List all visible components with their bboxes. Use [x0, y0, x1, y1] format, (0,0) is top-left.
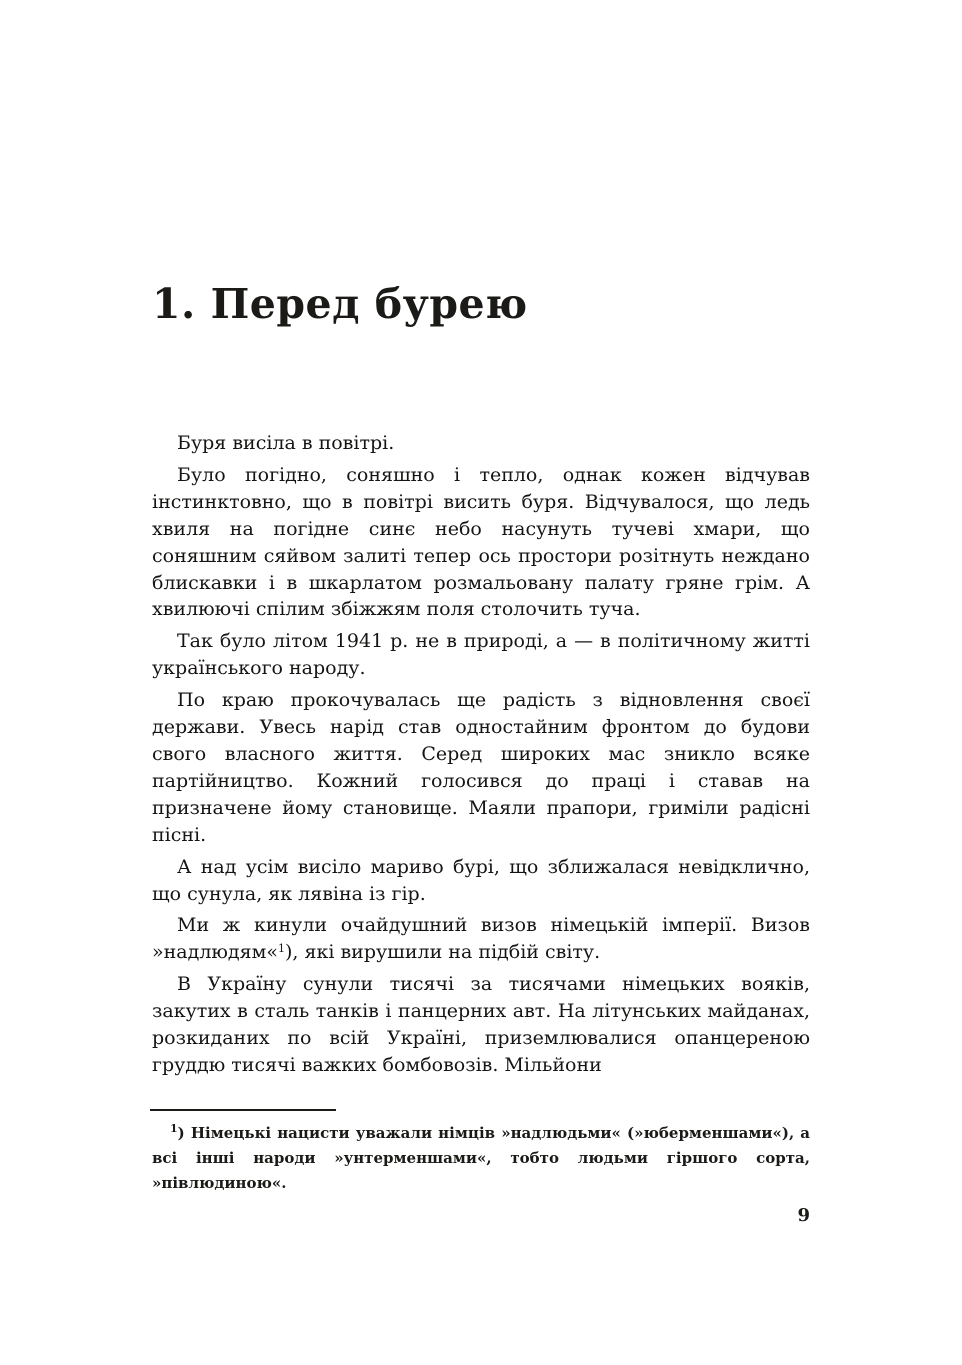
paragraph	[152, 912, 810, 966]
paragraph: По краю прокочувалась ще радість з відновлення своєї держави. Увесь нарід став одностайним фронтом до будови свого власного життя. Серед широких мас зникло всяке партійництво. Кожний голосився до праці і ставав на призначене йому становище. Маяли прапори, гриміли радісні пісні.	[152, 689, 810, 846]
paragraph-text: ), які вирушили на підбій світу.	[285, 941, 601, 964]
footnote-reference: 1	[278, 942, 286, 956]
chapter-title: 1. Перед бурею	[152, 280, 528, 328]
paragraph: Буря висіла в повітрі.	[177, 432, 395, 454]
paragraph: Так було літом 1941 р. не в природі, а — в політичному житті українського народу.	[152, 630, 810, 680]
paragraph: А над усім висіло мариво бурі, що зближалася невідклично, що сунула, як лявіна із гір.	[152, 855, 810, 905]
footnote-text: ) Німецькі нацисти уважали німців »надлюдьми« (»юберменшами«), а всі інші народи »унтерменшами«, тобто людьми гіршого сорта, »півлюдиною«.	[152, 1124, 810, 1192]
paragraph: Було погідно, соняшно і тепло, однак кожен відчував інстинктовно, що в повітрі висить буря. Відчувалося, що ледь хвиля на погідне синє небо насунуть тучеві хмари, що соняшним сяйвом залиті тепер ось простори розітнуть неждано блискавки і в шкарлатом розмальовану палату гряне грім. А хвилюючі спілим збіжжям поля столочить туча.	[152, 463, 810, 621]
footnote-divider	[150, 1109, 336, 1111]
paragraph-text: Ми ж кинули очайдушний визов німецькій імперії. Визов »надлюдям«	[152, 914, 810, 964]
footnote	[152, 1121, 810, 1196]
body-text	[152, 430, 810, 1084]
paragraph: В Україну сунули тисячі за тисячами німецьких вояків, закутих в сталь танків і панцерних авт. На літунських майданах, розкиданих по всій Україні, приземлювалися опанцереною груддю тисячі важких бомбовозів. Мільйони	[152, 973, 810, 1076]
footnote-marker: 1	[170, 1122, 178, 1135]
page-number: 9	[797, 1205, 810, 1226]
